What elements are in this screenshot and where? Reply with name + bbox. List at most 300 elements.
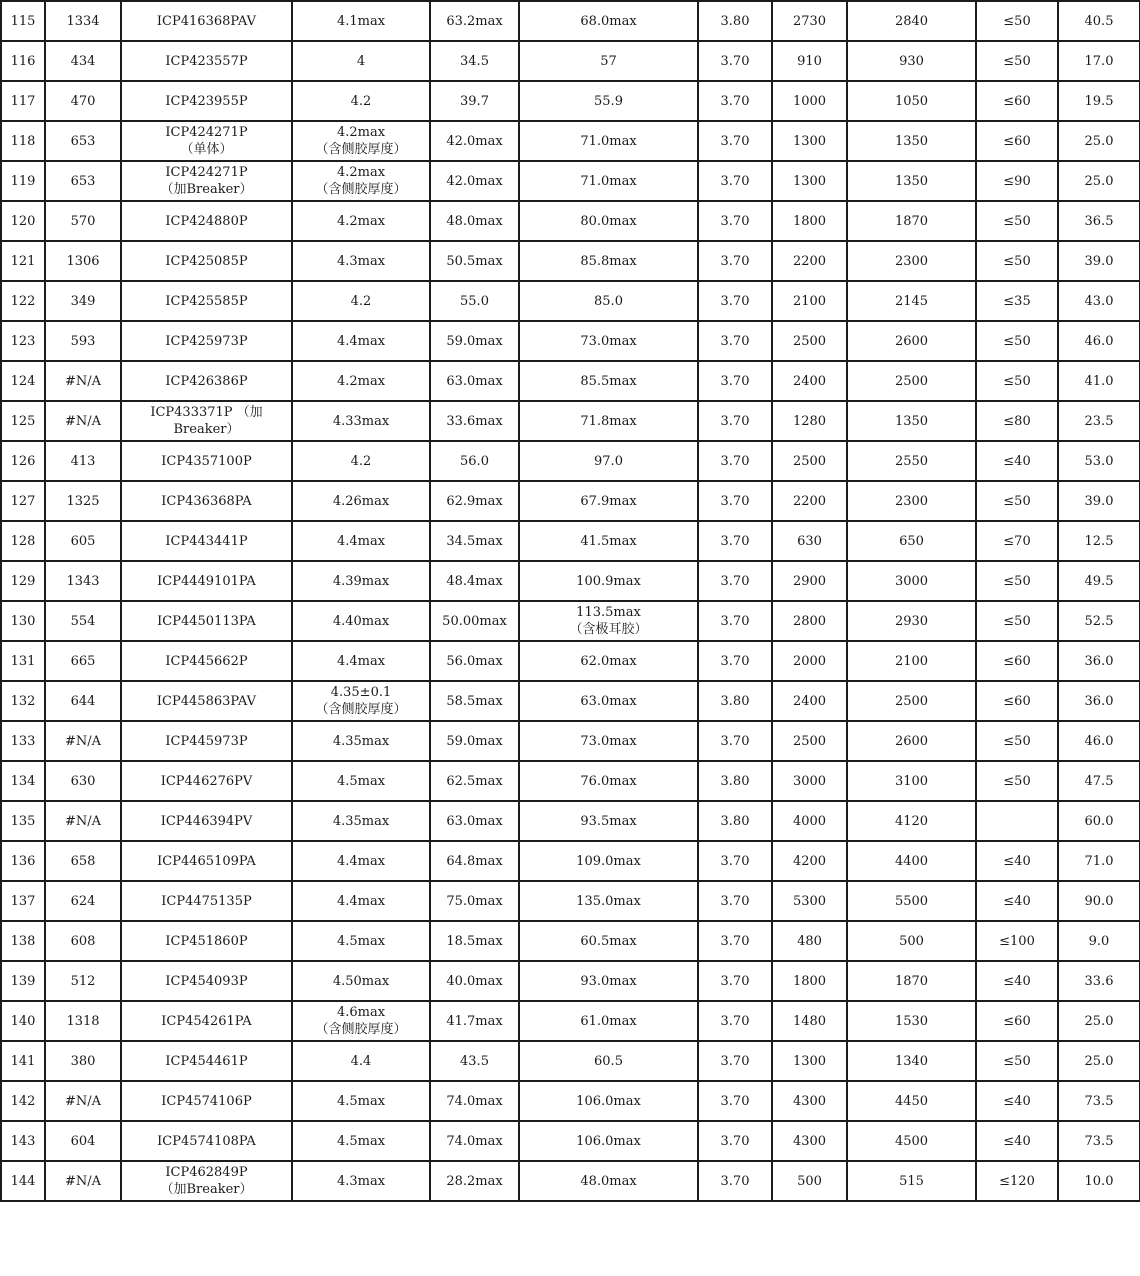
- voltage-cell: 3.80: [698, 681, 772, 721]
- length-cell: 67.9max: [519, 481, 698, 521]
- row-number-cell: 116: [1, 41, 45, 81]
- length-cell: 93.5max: [519, 801, 698, 841]
- model-cell: ICP424271P （单体）: [121, 121, 292, 161]
- table-row: [1, 521, 1140, 561]
- weight-cell: 49.5: [1058, 561, 1140, 601]
- impedance-cell: ≤100: [976, 921, 1058, 961]
- min-capacity-cell: 480: [772, 921, 847, 961]
- model-cell: ICP446276PV: [121, 761, 292, 801]
- voltage-cell: 3.70: [698, 441, 772, 481]
- thickness-cell: 4.4: [292, 1041, 430, 1081]
- typ-capacity-cell: 4500: [847, 1121, 976, 1161]
- weight-cell: 60.0: [1058, 801, 1140, 841]
- impedance-cell: ≤60: [976, 681, 1058, 721]
- width-cell: 64.8max: [430, 841, 519, 881]
- length-cell: 60.5max: [519, 921, 698, 961]
- thickness-cell: 4: [292, 41, 430, 81]
- typ-capacity-cell: 1350: [847, 161, 976, 201]
- model-cell: ICP423557P: [121, 41, 292, 81]
- length-cell: 48.0max: [519, 1161, 698, 1201]
- voltage-cell: 3.70: [698, 201, 772, 241]
- model-cell: ICP4574108PA: [121, 1121, 292, 1161]
- impedance-cell: ≤50: [976, 761, 1058, 801]
- code-cell: 593: [45, 321, 121, 361]
- min-capacity-cell: 3000: [772, 761, 847, 801]
- min-capacity-cell: 500: [772, 1161, 847, 1201]
- voltage-cell: 3.70: [698, 921, 772, 961]
- voltage-cell: 3.70: [698, 321, 772, 361]
- length-cell: 106.0max: [519, 1081, 698, 1121]
- typ-capacity-cell: 2300: [847, 241, 976, 281]
- impedance-cell: ≤60: [976, 1001, 1058, 1041]
- length-cell: 85.0: [519, 281, 698, 321]
- weight-cell: 53.0: [1058, 441, 1140, 481]
- code-cell: 653: [45, 161, 121, 201]
- width-cell: 59.0max: [430, 721, 519, 761]
- min-capacity-cell: 1800: [772, 201, 847, 241]
- model-cell: ICP4574106P: [121, 1081, 292, 1121]
- code-cell: 1334: [45, 1, 121, 41]
- length-cell: 41.5max: [519, 521, 698, 561]
- length-cell: 60.5: [519, 1041, 698, 1081]
- impedance-cell: ≤40: [976, 1121, 1058, 1161]
- voltage-cell: 3.70: [698, 961, 772, 1001]
- min-capacity-cell: 5300: [772, 881, 847, 921]
- min-capacity-cell: 2500: [772, 321, 847, 361]
- voltage-cell: 3.70: [698, 1121, 772, 1161]
- thickness-cell: 4.4max: [292, 641, 430, 681]
- model-cell: ICP424880P: [121, 201, 292, 241]
- length-cell: 80.0max: [519, 201, 698, 241]
- min-capacity-cell: 4300: [772, 1081, 847, 1121]
- min-capacity-cell: 4300: [772, 1121, 847, 1161]
- weight-cell: 19.5: [1058, 81, 1140, 121]
- row-number-cell: 140: [1, 1001, 45, 1041]
- table-row: [1, 841, 1140, 881]
- min-capacity-cell: 2000: [772, 641, 847, 681]
- table-row: [1, 641, 1140, 681]
- weight-cell: 47.5: [1058, 761, 1140, 801]
- typ-capacity-cell: 1340: [847, 1041, 976, 1081]
- model-cell: ICP443441P: [121, 521, 292, 561]
- table-row: [1, 1001, 1140, 1041]
- thickness-cell: 4.33max: [292, 401, 430, 441]
- typ-capacity-cell: 1350: [847, 401, 976, 441]
- weight-cell: 73.5: [1058, 1121, 1140, 1161]
- thickness-cell: 4.5max: [292, 761, 430, 801]
- table-row: [1, 721, 1140, 761]
- model-cell: ICP462849P （加Breaker）: [121, 1161, 292, 1201]
- thickness-cell: 4.26max: [292, 481, 430, 521]
- typ-capacity-cell: 2145: [847, 281, 976, 321]
- thickness-cell: 4.6max （含侧胶厚度）: [292, 1001, 430, 1041]
- row-number-cell: 125: [1, 401, 45, 441]
- table-row: [1, 161, 1140, 201]
- table-row: [1, 441, 1140, 481]
- weight-cell: 17.0: [1058, 41, 1140, 81]
- code-cell: 630: [45, 761, 121, 801]
- width-cell: 28.2max: [430, 1161, 519, 1201]
- typ-capacity-cell: 2500: [847, 361, 976, 401]
- typ-capacity-cell: 1870: [847, 201, 976, 241]
- code-cell: #N/A: [45, 801, 121, 841]
- min-capacity-cell: 2400: [772, 681, 847, 721]
- row-number-cell: 127: [1, 481, 45, 521]
- code-cell: 653: [45, 121, 121, 161]
- impedance-cell: ≤40: [976, 1081, 1058, 1121]
- table-row: [1, 401, 1140, 441]
- length-cell: 85.5max: [519, 361, 698, 401]
- length-cell: 73.0max: [519, 321, 698, 361]
- min-capacity-cell: 910: [772, 41, 847, 81]
- typ-capacity-cell: 2500: [847, 681, 976, 721]
- length-cell: 76.0max: [519, 761, 698, 801]
- typ-capacity-cell: 650: [847, 521, 976, 561]
- width-cell: 63.0max: [430, 361, 519, 401]
- table-row: [1, 1, 1140, 41]
- thickness-cell: 4.5max: [292, 921, 430, 961]
- voltage-cell: 3.70: [698, 721, 772, 761]
- thickness-cell: 4.3max: [292, 241, 430, 281]
- weight-cell: 23.5: [1058, 401, 1140, 441]
- length-cell: 73.0max: [519, 721, 698, 761]
- code-cell: 644: [45, 681, 121, 721]
- width-cell: 63.0max: [430, 801, 519, 841]
- thickness-cell: 4.5max: [292, 1121, 430, 1161]
- table-row: [1, 241, 1140, 281]
- model-cell: ICP4357100P: [121, 441, 292, 481]
- length-cell: 109.0max: [519, 841, 698, 881]
- weight-cell: 25.0: [1058, 1041, 1140, 1081]
- typ-capacity-cell: 1870: [847, 961, 976, 1001]
- row-number-cell: 134: [1, 761, 45, 801]
- table-row: [1, 321, 1140, 361]
- impedance-cell: ≤40: [976, 881, 1058, 921]
- table-row: [1, 1121, 1140, 1161]
- width-cell: 74.0max: [430, 1121, 519, 1161]
- typ-capacity-cell: 2300: [847, 481, 976, 521]
- width-cell: 62.5max: [430, 761, 519, 801]
- code-cell: #N/A: [45, 1081, 121, 1121]
- table-row: [1, 761, 1140, 801]
- thickness-cell: 4.2: [292, 81, 430, 121]
- model-cell: ICP446394PV: [121, 801, 292, 841]
- typ-capacity-cell: 4400: [847, 841, 976, 881]
- code-cell: #N/A: [45, 1161, 121, 1201]
- row-number-cell: 124: [1, 361, 45, 401]
- impedance-cell: ≤60: [976, 81, 1058, 121]
- row-number-cell: 117: [1, 81, 45, 121]
- code-cell: 665: [45, 641, 121, 681]
- length-cell: 106.0max: [519, 1121, 698, 1161]
- voltage-cell: 3.70: [698, 481, 772, 521]
- weight-cell: 73.5: [1058, 1081, 1140, 1121]
- model-cell: ICP445863PAV: [121, 681, 292, 721]
- row-number-cell: 123: [1, 321, 45, 361]
- voltage-cell: 3.70: [698, 361, 772, 401]
- weight-cell: 25.0: [1058, 1001, 1140, 1041]
- impedance-cell: ≤90: [976, 161, 1058, 201]
- voltage-cell: 3.70: [698, 1161, 772, 1201]
- width-cell: 56.0: [430, 441, 519, 481]
- row-number-cell: 118: [1, 121, 45, 161]
- typ-capacity-cell: 2100: [847, 641, 976, 681]
- impedance-cell: ≤70: [976, 521, 1058, 561]
- weight-cell: 90.0: [1058, 881, 1140, 921]
- typ-capacity-cell: 2550: [847, 441, 976, 481]
- weight-cell: 36.5: [1058, 201, 1140, 241]
- table-row: [1, 681, 1140, 721]
- table-row: [1, 1161, 1140, 1201]
- table-row: [1, 121, 1140, 161]
- min-capacity-cell: 1800: [772, 961, 847, 1001]
- table-row: [1, 961, 1140, 1001]
- code-cell: 554: [45, 601, 121, 641]
- row-number-cell: 138: [1, 921, 45, 961]
- length-cell: 68.0max: [519, 1, 698, 41]
- typ-capacity-cell: 5500: [847, 881, 976, 921]
- voltage-cell: 3.70: [698, 881, 772, 921]
- thickness-cell: 4.2max （含侧胶厚度）: [292, 161, 430, 201]
- voltage-cell: 3.70: [698, 1041, 772, 1081]
- voltage-cell: 3.70: [698, 281, 772, 321]
- table-row: [1, 281, 1140, 321]
- row-number-cell: 120: [1, 201, 45, 241]
- typ-capacity-cell: 4120: [847, 801, 976, 841]
- width-cell: 40.0max: [430, 961, 519, 1001]
- width-cell: 18.5max: [430, 921, 519, 961]
- thickness-cell: 4.4max: [292, 881, 430, 921]
- thickness-cell: 4.2max （含侧胶厚度）: [292, 121, 430, 161]
- code-cell: 380: [45, 1041, 121, 1081]
- impedance-cell: ≤60: [976, 641, 1058, 681]
- code-cell: 604: [45, 1121, 121, 1161]
- thickness-cell: 4.40max: [292, 601, 430, 641]
- impedance-cell: ≤50: [976, 201, 1058, 241]
- width-cell: 48.4max: [430, 561, 519, 601]
- impedance-cell: ≤40: [976, 841, 1058, 881]
- row-number-cell: 115: [1, 1, 45, 41]
- row-number-cell: 133: [1, 721, 45, 761]
- row-number-cell: 132: [1, 681, 45, 721]
- width-cell: 34.5: [430, 41, 519, 81]
- min-capacity-cell: 2730: [772, 1, 847, 41]
- code-cell: 349: [45, 281, 121, 321]
- voltage-cell: 3.70: [698, 641, 772, 681]
- thickness-cell: 4.4max: [292, 521, 430, 561]
- typ-capacity-cell: 930: [847, 41, 976, 81]
- code-cell: 1306: [45, 241, 121, 281]
- row-number-cell: 131: [1, 641, 45, 681]
- width-cell: 75.0max: [430, 881, 519, 921]
- code-cell: 512: [45, 961, 121, 1001]
- thickness-cell: 4.4max: [292, 841, 430, 881]
- length-cell: 135.0max: [519, 881, 698, 921]
- length-cell: 61.0max: [519, 1001, 698, 1041]
- min-capacity-cell: 1000: [772, 81, 847, 121]
- impedance-cell: ≤50: [976, 561, 1058, 601]
- length-cell: 97.0: [519, 441, 698, 481]
- impedance-cell: ≤50: [976, 41, 1058, 81]
- code-cell: 413: [45, 441, 121, 481]
- length-cell: 85.8max: [519, 241, 698, 281]
- model-cell: ICP454093P: [121, 961, 292, 1001]
- voltage-cell: 3.70: [698, 1001, 772, 1041]
- voltage-cell: 3.70: [698, 841, 772, 881]
- model-cell: ICP426386P: [121, 361, 292, 401]
- typ-capacity-cell: 1530: [847, 1001, 976, 1041]
- row-number-cell: 129: [1, 561, 45, 601]
- impedance-cell: ≤40: [976, 441, 1058, 481]
- thickness-cell: 4.4max: [292, 321, 430, 361]
- length-cell: 71.0max: [519, 121, 698, 161]
- impedance-cell: ≤80: [976, 401, 1058, 441]
- row-number-cell: 126: [1, 441, 45, 481]
- min-capacity-cell: 1300: [772, 121, 847, 161]
- row-number-cell: 136: [1, 841, 45, 881]
- length-cell: 93.0max: [519, 961, 698, 1001]
- weight-cell: 52.5: [1058, 601, 1140, 641]
- impedance-cell: ≤50: [976, 241, 1058, 281]
- table-row: [1, 361, 1140, 401]
- thickness-cell: 4.1max: [292, 1, 430, 41]
- typ-capacity-cell: 2930: [847, 601, 976, 641]
- thickness-cell: 4.35max: [292, 801, 430, 841]
- voltage-cell: 3.70: [698, 161, 772, 201]
- row-number-cell: 122: [1, 281, 45, 321]
- typ-capacity-cell: 3000: [847, 561, 976, 601]
- thickness-cell: 4.2: [292, 441, 430, 481]
- thickness-cell: 4.2max: [292, 201, 430, 241]
- impedance-cell: ≤50: [976, 361, 1058, 401]
- code-cell: 1325: [45, 481, 121, 521]
- impedance-cell: [976, 801, 1058, 841]
- weight-cell: 46.0: [1058, 321, 1140, 361]
- row-number-cell: 135: [1, 801, 45, 841]
- thickness-cell: 4.50max: [292, 961, 430, 1001]
- code-cell: #N/A: [45, 721, 121, 761]
- row-number-cell: 121: [1, 241, 45, 281]
- table-row: [1, 921, 1140, 961]
- model-cell: ICP445973P: [121, 721, 292, 761]
- weight-cell: 40.5: [1058, 1, 1140, 41]
- min-capacity-cell: 2900: [772, 561, 847, 601]
- voltage-cell: 3.70: [698, 561, 772, 601]
- width-cell: 34.5max: [430, 521, 519, 561]
- width-cell: 43.5: [430, 1041, 519, 1081]
- typ-capacity-cell: 3100: [847, 761, 976, 801]
- width-cell: 59.0max: [430, 321, 519, 361]
- code-cell: #N/A: [45, 361, 121, 401]
- voltage-cell: 3.80: [698, 1, 772, 41]
- code-cell: 658: [45, 841, 121, 881]
- table-row: [1, 561, 1140, 601]
- model-cell: ICP433371P （加 Breaker）: [121, 401, 292, 441]
- voltage-cell: 3.70: [698, 1081, 772, 1121]
- length-cell: 71.8max: [519, 401, 698, 441]
- code-cell: #N/A: [45, 401, 121, 441]
- min-capacity-cell: 1300: [772, 1041, 847, 1081]
- weight-cell: 41.0: [1058, 361, 1140, 401]
- model-cell: ICP425585P: [121, 281, 292, 321]
- row-number-cell: 119: [1, 161, 45, 201]
- min-capacity-cell: 2200: [772, 241, 847, 281]
- voltage-cell: 3.80: [698, 801, 772, 841]
- min-capacity-cell: 2800: [772, 601, 847, 641]
- thickness-cell: 4.39max: [292, 561, 430, 601]
- model-cell: ICP424271P （加Breaker）: [121, 161, 292, 201]
- model-cell: ICP436368PA: [121, 481, 292, 521]
- model-cell: ICP454461P: [121, 1041, 292, 1081]
- weight-cell: 9.0: [1058, 921, 1140, 961]
- length-cell: 71.0max: [519, 161, 698, 201]
- weight-cell: 12.5: [1058, 521, 1140, 561]
- width-cell: 42.0max: [430, 161, 519, 201]
- impedance-cell: ≤50: [976, 721, 1058, 761]
- voltage-cell: 3.70: [698, 601, 772, 641]
- length-cell: 62.0max: [519, 641, 698, 681]
- impedance-cell: ≤35: [976, 281, 1058, 321]
- model-cell: ICP425973P: [121, 321, 292, 361]
- weight-cell: 36.0: [1058, 641, 1140, 681]
- thickness-cell: 4.3max: [292, 1161, 430, 1201]
- model-cell: ICP423955P: [121, 81, 292, 121]
- width-cell: 55.0: [430, 281, 519, 321]
- min-capacity-cell: 1480: [772, 1001, 847, 1041]
- table-row: [1, 601, 1140, 641]
- model-cell: ICP4450113PA: [121, 601, 292, 641]
- length-cell: 63.0max: [519, 681, 698, 721]
- min-capacity-cell: 4200: [772, 841, 847, 881]
- typ-capacity-cell: 1350: [847, 121, 976, 161]
- table-row: [1, 41, 1140, 81]
- row-number-cell: 142: [1, 1081, 45, 1121]
- table-row: [1, 201, 1140, 241]
- thickness-cell: 4.5max: [292, 1081, 430, 1121]
- min-capacity-cell: 1280: [772, 401, 847, 441]
- model-cell: ICP425085P: [121, 241, 292, 281]
- code-cell: 1318: [45, 1001, 121, 1041]
- weight-cell: 36.0: [1058, 681, 1140, 721]
- typ-capacity-cell: 515: [847, 1161, 976, 1201]
- length-cell: 100.9max: [519, 561, 698, 601]
- min-capacity-cell: 2500: [772, 721, 847, 761]
- width-cell: 62.9max: [430, 481, 519, 521]
- width-cell: 48.0max: [430, 201, 519, 241]
- length-cell: 55.9: [519, 81, 698, 121]
- weight-cell: 39.0: [1058, 481, 1140, 521]
- length-cell: 113.5max （含极耳胶）: [519, 601, 698, 641]
- model-cell: ICP4475135P: [121, 881, 292, 921]
- code-cell: 1343: [45, 561, 121, 601]
- width-cell: 41.7max: [430, 1001, 519, 1041]
- weight-cell: 25.0: [1058, 161, 1140, 201]
- table-row: [1, 1041, 1140, 1081]
- impedance-cell: ≤50: [976, 1, 1058, 41]
- width-cell: 63.2max: [430, 1, 519, 41]
- impedance-cell: ≤50: [976, 1041, 1058, 1081]
- model-cell: ICP451860P: [121, 921, 292, 961]
- row-number-cell: 139: [1, 961, 45, 1001]
- model-cell: ICP454261PA: [121, 1001, 292, 1041]
- voltage-cell: 3.70: [698, 241, 772, 281]
- voltage-cell: 3.80: [698, 761, 772, 801]
- table-row: [1, 81, 1140, 121]
- min-capacity-cell: 2200: [772, 481, 847, 521]
- thickness-cell: 4.35±0.1 （含侧胶厚度）: [292, 681, 430, 721]
- model-cell: ICP4465109PA: [121, 841, 292, 881]
- table-row: [1, 881, 1140, 921]
